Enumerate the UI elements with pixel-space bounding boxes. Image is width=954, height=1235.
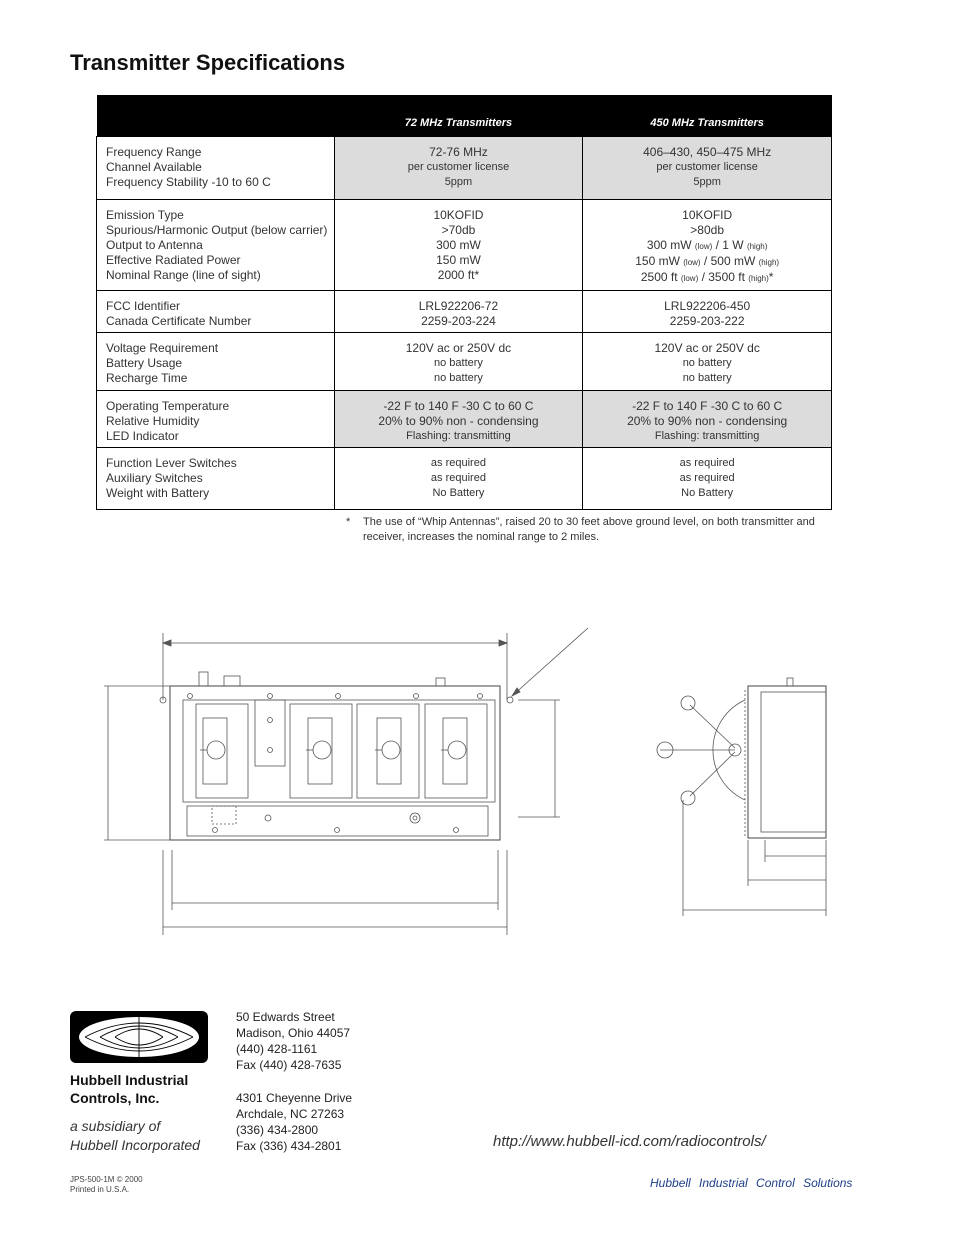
spec-value-text: no battery — [433, 372, 483, 384]
address-line: Archdale, NC 27263 — [236, 1107, 345, 1121]
subsidiary-line1: a subsidiary of — [70, 1118, 161, 1134]
spec-label: Frequency Range — [106, 145, 202, 159]
spec-value-text: 5ppm — [444, 176, 473, 188]
footnote-marker: * — [346, 516, 351, 528]
side-view-drawing — [657, 678, 826, 916]
logo-mark-icon — [70, 1011, 208, 1063]
spec-label: Nominal Range (line of sight) — [106, 268, 261, 282]
spec-value-text: no battery — [682, 372, 732, 384]
spec-value-text: No Battery — [432, 487, 485, 499]
spec-label: LED Indicator — [106, 429, 179, 443]
spec-value-text: 2259-203-222 — [669, 314, 745, 328]
spec-value-text: >80db — [690, 223, 724, 237]
spec-value-text: (low) — [680, 274, 699, 283]
spec-value-text: as required — [430, 472, 486, 484]
spec-value-text: 406–430, 450–475 MHz — [643, 145, 772, 159]
spec-label: Frequency Stability -10 to 60 C — [106, 175, 271, 189]
spec-value-text: 300 mW — [646, 238, 695, 252]
spec-value-text: 150 mW — [436, 253, 481, 267]
spec-value-text: LRL922206-72 — [418, 299, 499, 313]
subsidiary-line2: Hubbell Incorporated — [70, 1137, 200, 1153]
fax-line: Fax (336) 434-2801 — [236, 1139, 342, 1153]
address-line: Madison, Ohio 44057 — [236, 1026, 351, 1040]
spec-label: Channel Available — [106, 160, 202, 174]
spec-value-text: 10KOFID — [682, 208, 733, 222]
spec-value-text: / 1 W — [712, 238, 747, 252]
spec-label: FCC Identifier — [106, 299, 181, 313]
spec-label: Effective Radiated Power — [106, 253, 241, 267]
phone-line: (440) 428-1161 — [236, 1042, 318, 1056]
company-name — [70, 1071, 188, 1107]
spec-value-text: 72-76 MHz — [429, 145, 488, 159]
spec-value-text: no battery — [682, 357, 732, 369]
spec-value-text: No Battery — [681, 487, 734, 499]
spec-value-text: per customer license — [407, 161, 510, 173]
spec-label: Battery Usage — [106, 356, 183, 370]
spec-value-text: 2500 ft — [640, 270, 681, 284]
spec-value-text: as required — [430, 457, 486, 469]
spec-value-text: (high) — [746, 242, 768, 251]
spec-value-text: / 3500 ft — [698, 270, 749, 284]
spec-value-text: 20% to 90% non - condensing — [378, 414, 539, 428]
fax-line: Fax (440) 428-7635 — [236, 1058, 342, 1072]
document-code — [70, 1175, 143, 1195]
header-72mhz: 72 MHz Transmitters — [334, 95, 583, 137]
printed-note: Printed in U.S.A. — [70, 1185, 130, 1194]
spec-value-text: LRL922206-450 — [664, 299, 751, 313]
spec-label: Weight with Battery — [106, 486, 210, 500]
spec-value-text: 120V ac or 250V dc — [405, 341, 512, 355]
spec-value-text: (low) — [694, 242, 713, 251]
spec-value-text: as required — [679, 472, 735, 484]
spec-value-text: Flashing: transmitting — [654, 430, 760, 442]
page-title: Transmitter Specifications — [70, 50, 346, 75]
spec-value-text: 120V ac or 250V dc — [654, 341, 760, 355]
spec-label: Output to Antenna — [106, 238, 203, 252]
header-450mhz: 450 MHz Transmitters — [583, 95, 832, 137]
spec-value-text: >70db — [441, 223, 476, 237]
spec-value-text: 2000 ft* — [437, 268, 480, 282]
spec-label: Emission Type — [106, 208, 184, 222]
spec-label: Operating Temperature — [106, 399, 230, 413]
spec-value-text: (low) — [683, 258, 701, 267]
spec-value-text: Flashing: transmitting — [406, 430, 511, 442]
address-madison — [236, 1009, 350, 1073]
spec-value-text: 10KOFID — [433, 208, 484, 222]
spec-label: Relative Humidity — [106, 414, 200, 428]
spec-label: Function Lever Switches — [106, 456, 237, 470]
doc-code: JPS-500-1M © 2000 — [70, 1175, 143, 1184]
tagline: Hubbell Industrial Control Solutions — [650, 1176, 853, 1190]
address-line: 4301 Cheyenne Drive — [236, 1091, 353, 1105]
spec-label: Spurious/Harmonic Output (below carrier) — [106, 223, 328, 237]
spec-value-text: (high) — [748, 274, 769, 283]
address-line: 50 Edwards Street — [236, 1010, 335, 1024]
spec-value-text: 20% to 90% non - condensing — [627, 414, 788, 428]
spec-value-text: as required — [679, 457, 735, 469]
spec-value-text: * — [768, 270, 774, 284]
spec-value-text: 2259-203-224 — [421, 314, 496, 328]
subsidiary-note — [70, 1117, 200, 1155]
spec-value-text: (high) — [758, 258, 780, 267]
hubbell-logo — [70, 1011, 208, 1063]
spec-value-text: 150 mW — [635, 254, 684, 268]
spec-value-text: / 500 mW — [700, 254, 759, 268]
spec-label: Canada Certificate Number — [106, 314, 252, 328]
website-link[interactable]: http://www.hubbell-icd.com/radiocontrols/ — [493, 1133, 766, 1150]
spec-value-text: per customer license — [656, 161, 758, 173]
company-name-line1: Hubbell Industrial — [70, 1072, 189, 1088]
company-name-line2: Controls, Inc. — [70, 1090, 160, 1106]
spec-label: Recharge Time — [106, 371, 188, 385]
spec-value-text: 5ppm — [693, 176, 721, 188]
spec-value-text: -22 F to 140 F -30 C to 60 C — [632, 399, 783, 413]
spec-label: Auxiliary Switches — [106, 471, 203, 485]
front-view-drawing — [104, 628, 588, 935]
spec-value-text: 300 mW — [436, 238, 481, 252]
phone-line: (336) 434-2800 — [236, 1123, 319, 1137]
address-archdale — [236, 1090, 352, 1154]
spec-label: Voltage Requirement — [106, 341, 219, 355]
footnote-text: The use of “Whip Antennas”, raised 20 to 30 feet above ground level, on both transmitter and receiver, increases the nominal range to 2 miles. — [363, 516, 815, 543]
spec-value-text: no battery — [433, 357, 483, 369]
spec-value-text: -22 F to 140 F -30 C to 60 C — [383, 399, 534, 413]
